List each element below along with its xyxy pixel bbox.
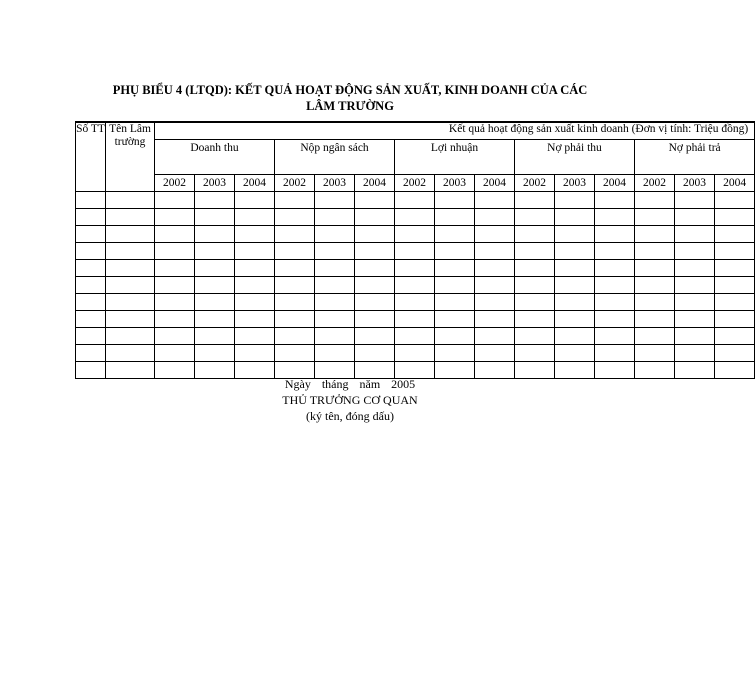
table-cell xyxy=(275,209,315,226)
table-cell xyxy=(235,294,275,311)
table-cell xyxy=(195,277,235,294)
table-cell xyxy=(595,226,635,243)
table-cell xyxy=(475,311,515,328)
table-row xyxy=(76,311,755,328)
table-cell xyxy=(355,226,395,243)
table-cell xyxy=(595,243,635,260)
table-cell xyxy=(235,192,275,209)
title-line-2: LÂM TRƯỜNG xyxy=(306,99,394,113)
table-cell xyxy=(315,328,355,345)
table-cell xyxy=(76,226,106,243)
table-cell xyxy=(475,192,515,209)
table-cell xyxy=(395,328,435,345)
table-cell xyxy=(106,345,155,362)
table-cell xyxy=(715,362,755,379)
header-year: 2004 xyxy=(595,175,635,192)
table-cell xyxy=(435,260,475,277)
table-cell xyxy=(275,345,315,362)
table-cell xyxy=(106,226,155,243)
table-cell xyxy=(315,209,355,226)
table-cell xyxy=(675,311,715,328)
table-row xyxy=(76,277,755,294)
table-row xyxy=(76,243,755,260)
table-cell xyxy=(435,209,475,226)
table-cell xyxy=(106,260,155,277)
table-cell xyxy=(515,243,555,260)
table-cell xyxy=(155,226,195,243)
table-cell xyxy=(635,345,675,362)
table-cell xyxy=(155,345,195,362)
date-line: Ngày tháng năm 2005 xyxy=(284,377,416,391)
table-cell xyxy=(355,345,395,362)
table-cell xyxy=(395,345,435,362)
table-cell xyxy=(395,226,435,243)
table-cell xyxy=(475,362,515,379)
table-cell xyxy=(435,226,475,243)
table-cell xyxy=(595,362,635,379)
table-cell xyxy=(315,192,355,209)
table-cell xyxy=(555,192,595,209)
table-cell xyxy=(355,294,395,311)
table-cell xyxy=(195,192,235,209)
header-name: Tên Lâm trường xyxy=(106,122,155,192)
table-cell xyxy=(355,260,395,277)
table-cell xyxy=(675,294,715,311)
report-table xyxy=(75,121,755,379)
table-cell xyxy=(675,209,715,226)
table-cell xyxy=(355,311,395,328)
table-cell xyxy=(635,277,675,294)
table-cell xyxy=(435,277,475,294)
table-cell xyxy=(595,328,635,345)
table-row xyxy=(76,260,755,277)
table-cell xyxy=(235,328,275,345)
table-cell xyxy=(315,345,355,362)
table-cell xyxy=(235,277,275,294)
header-group-2: Lợi nhuận xyxy=(395,140,515,175)
table-cell xyxy=(515,260,555,277)
table-cell xyxy=(275,328,315,345)
table-cell xyxy=(106,328,155,345)
table-cell xyxy=(515,277,555,294)
table-cell xyxy=(475,209,515,226)
table-cell xyxy=(195,209,235,226)
table-cell xyxy=(595,311,635,328)
table-cell xyxy=(675,362,715,379)
table-cell xyxy=(595,294,635,311)
table-cell xyxy=(635,209,675,226)
table-cell xyxy=(76,311,106,328)
table-row xyxy=(76,209,755,226)
table-cell xyxy=(76,362,106,379)
table-cell xyxy=(555,260,595,277)
table-cell xyxy=(106,243,155,260)
table-cell xyxy=(106,294,155,311)
table-cell xyxy=(475,243,515,260)
header-year: 2003 xyxy=(675,175,715,192)
table-cell xyxy=(355,192,395,209)
table-cell xyxy=(555,311,595,328)
table-cell xyxy=(275,192,315,209)
table-cell xyxy=(595,192,635,209)
table-cell xyxy=(435,294,475,311)
table-cell xyxy=(315,226,355,243)
table-cell xyxy=(235,260,275,277)
table-cell xyxy=(355,328,395,345)
table-cell xyxy=(155,192,195,209)
table-cell xyxy=(235,345,275,362)
table-cell xyxy=(555,243,595,260)
table-cell xyxy=(235,311,275,328)
header-year: 2004 xyxy=(235,175,275,192)
header-year: 2003 xyxy=(435,175,475,192)
table-cell xyxy=(555,209,595,226)
table-cell xyxy=(595,209,635,226)
report-table-container xyxy=(75,121,749,375)
table-cell xyxy=(395,277,435,294)
table-cell xyxy=(195,294,235,311)
table-cell xyxy=(595,345,635,362)
table-row xyxy=(76,226,755,243)
table-cell xyxy=(195,362,235,379)
table-cell xyxy=(515,345,555,362)
table-cell xyxy=(435,192,475,209)
table-cell xyxy=(715,311,755,328)
table-cell xyxy=(715,345,755,362)
signer-title: THỦ TRƯỞNG CƠ QUAN xyxy=(282,393,418,407)
table-cell xyxy=(715,226,755,243)
header-stt: Số TT xyxy=(76,122,106,192)
table-cell xyxy=(106,311,155,328)
table-cell xyxy=(515,311,555,328)
table-cell xyxy=(355,243,395,260)
table-cell xyxy=(555,277,595,294)
header-year: 2004 xyxy=(715,175,755,192)
header-year: 2004 xyxy=(355,175,395,192)
header-year: 2002 xyxy=(395,175,435,192)
table-cell xyxy=(715,328,755,345)
table-cell xyxy=(315,260,355,277)
table-cell xyxy=(355,277,395,294)
header-group-3: Nợ phải thu xyxy=(515,140,635,175)
table-cell xyxy=(76,192,106,209)
table-cell xyxy=(675,226,715,243)
table-cell xyxy=(435,311,475,328)
table-cell xyxy=(675,243,715,260)
table-cell xyxy=(555,226,595,243)
table-cell xyxy=(195,260,235,277)
header-group-1: Nộp ngân sách xyxy=(275,140,395,175)
table-cell xyxy=(555,328,595,345)
table-cell xyxy=(315,277,355,294)
table-cell xyxy=(635,328,675,345)
table-cell xyxy=(106,192,155,209)
document-title xyxy=(40,82,660,114)
table-cell xyxy=(76,209,106,226)
table-cell xyxy=(715,294,755,311)
table-cell xyxy=(275,277,315,294)
table-cell xyxy=(155,294,195,311)
table-cell xyxy=(106,209,155,226)
header-year: 2002 xyxy=(635,175,675,192)
header-group-4: Nợ phải trả xyxy=(635,140,755,175)
table-cell xyxy=(195,328,235,345)
table-cell xyxy=(475,328,515,345)
table-cell xyxy=(595,277,635,294)
table-row xyxy=(76,328,755,345)
table-cell xyxy=(235,226,275,243)
table-cell xyxy=(715,192,755,209)
table-cell xyxy=(195,345,235,362)
table-cell xyxy=(155,243,195,260)
table-cell xyxy=(515,362,555,379)
table-cell xyxy=(195,226,235,243)
table-cell xyxy=(675,328,715,345)
table-cell xyxy=(475,260,515,277)
table-cell xyxy=(675,277,715,294)
table-cell xyxy=(315,294,355,311)
table-cell xyxy=(475,277,515,294)
table-cell xyxy=(395,243,435,260)
header-year: 2004 xyxy=(475,175,515,192)
table-cell xyxy=(275,311,315,328)
header-group-0: Doanh thu xyxy=(155,140,275,175)
table-cell xyxy=(715,209,755,226)
table-cell xyxy=(275,226,315,243)
table-row xyxy=(76,192,755,209)
table-cell xyxy=(635,243,675,260)
table-cell xyxy=(155,277,195,294)
table-row xyxy=(76,294,755,311)
title-line-1: PHỤ BIỂU 4 (LTQD): KẾT QUẢ HOẠT ĐỘNG SẢN XUẤT, KINH DOANH CỦA CÁC xyxy=(112,83,588,97)
table-cell xyxy=(235,209,275,226)
header-year: 2002 xyxy=(155,175,195,192)
table-cell xyxy=(76,328,106,345)
table-cell xyxy=(76,345,106,362)
table-cell xyxy=(515,328,555,345)
table-cell xyxy=(395,209,435,226)
table-cell xyxy=(715,277,755,294)
table-cell xyxy=(515,226,555,243)
table-cell xyxy=(76,277,106,294)
table-cell xyxy=(515,192,555,209)
table-cell xyxy=(595,260,635,277)
table-cell xyxy=(515,294,555,311)
header-group-results: Kết quả hoạt động sản xuất kinh doanh (Đơn vị tính: Triệu đồng) xyxy=(155,122,755,140)
table-cell xyxy=(555,362,595,379)
table-cell xyxy=(635,311,675,328)
table-cell xyxy=(675,260,715,277)
table-cell xyxy=(635,362,675,379)
table-cell xyxy=(635,226,675,243)
table-cell xyxy=(715,260,755,277)
table-cell xyxy=(635,192,675,209)
table-cell xyxy=(275,294,315,311)
table-cell xyxy=(715,243,755,260)
table-cell xyxy=(395,311,435,328)
header-year: 2002 xyxy=(275,175,315,192)
table-cell xyxy=(315,243,355,260)
table-cell xyxy=(106,362,155,379)
table-row xyxy=(76,345,755,362)
table-cell xyxy=(475,294,515,311)
table-cell xyxy=(76,294,106,311)
table-cell xyxy=(195,243,235,260)
table-cell xyxy=(155,311,195,328)
table-cell xyxy=(395,260,435,277)
table-cell xyxy=(155,260,195,277)
table-cell xyxy=(315,311,355,328)
header-year: 2003 xyxy=(555,175,595,192)
table-cell xyxy=(155,328,195,345)
table-cell xyxy=(155,209,195,226)
table-cell xyxy=(76,260,106,277)
header-year: 2003 xyxy=(195,175,235,192)
table-cell xyxy=(395,192,435,209)
table-cell xyxy=(155,362,195,379)
signature-block xyxy=(230,376,470,424)
table-cell xyxy=(515,209,555,226)
table-cell xyxy=(555,294,595,311)
table-cell xyxy=(275,243,315,260)
table-cell xyxy=(106,277,155,294)
header-year: 2003 xyxy=(315,175,355,192)
table-cell xyxy=(675,192,715,209)
table-cell xyxy=(675,345,715,362)
table-cell xyxy=(195,311,235,328)
table-cell xyxy=(275,260,315,277)
table-cell xyxy=(435,345,475,362)
header-year: 2002 xyxy=(515,175,555,192)
table-cell xyxy=(475,226,515,243)
table-cell xyxy=(475,345,515,362)
table-cell xyxy=(395,294,435,311)
table-cell xyxy=(435,243,475,260)
table-cell xyxy=(635,260,675,277)
table-cell xyxy=(555,345,595,362)
table-cell xyxy=(235,243,275,260)
table-cell xyxy=(635,294,675,311)
table-cell xyxy=(355,209,395,226)
table-cell xyxy=(435,328,475,345)
signature-note: (ký tên, đóng dấu) xyxy=(306,409,394,423)
table-cell xyxy=(76,243,106,260)
